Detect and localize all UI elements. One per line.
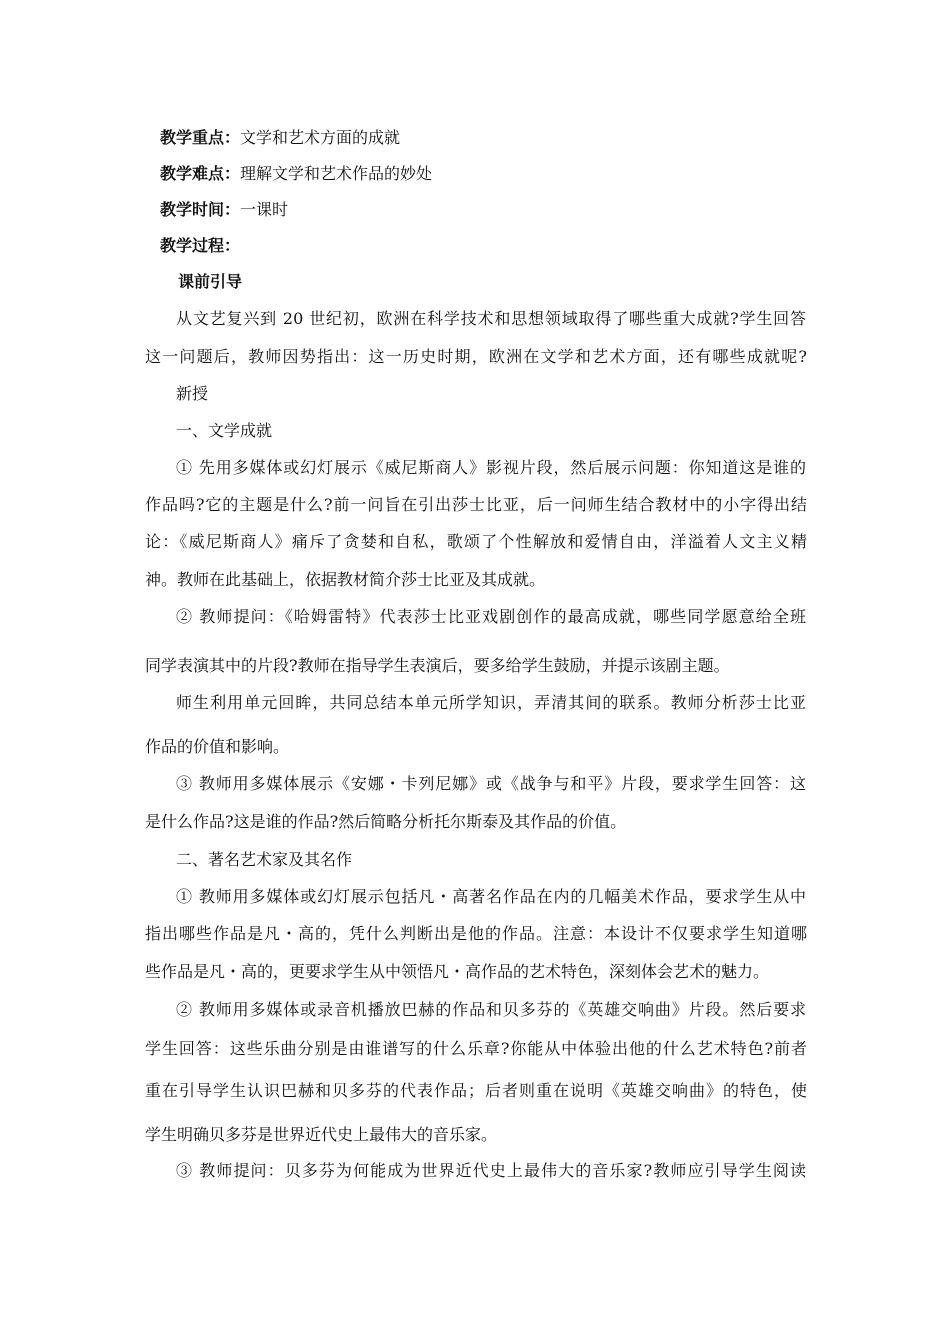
art-paragraph-line: ② 教师用多媒体或录音机播放巴赫的作品和贝多芬的《英雄交响曲》片段。然后要求 [176, 1000, 806, 1019]
literature-paragraph-line: 是什么作品?这是谁的作品?然后简略分析托尔斯泰及其作品的价值。 [145, 812, 627, 831]
intro-paragraph-line: 这一问题后，教师因势指出：这一历史时期，欧洲在文学和艺术方面，还有哪些成就呢? [145, 347, 807, 366]
teaching-time-label: 教学时间： [160, 200, 241, 219]
literature-paragraph-line: 同学表演其中的片段?教师在指导学生表演后，要多给学生鼓励，并提示该剧主题。 [145, 656, 730, 675]
art-paragraph-line: ① 教师用多媒体或幻灯展示包括凡・高著名作品在内的几幅美术作品，要求学生从中 [176, 887, 806, 906]
teaching-process-line [160, 235, 240, 257]
literature-paragraph-line: 作品的价值和影响。 [145, 737, 290, 756]
literature-paragraph-line: 神。教师在此基础上，依据教材简介莎士比亚及其成就。 [145, 570, 546, 589]
teaching-time-line [160, 199, 288, 221]
teaching-time-value: 一课时 [240, 200, 289, 219]
teaching-process-label: 教学过程： [160, 236, 241, 255]
art-paragraph-line: 学生回答：这些乐曲分别是由谁谱写的什么乐章?你能从中体验出他的什么艺术特色?前者 [145, 1039, 807, 1058]
art-section-heading: 二、著名艺术家及其名作 [176, 850, 353, 869]
literature-paragraph-line: 师生利用单元回眸，共同总结本单元所学知识，弄清其间的联系。教师分析莎士比亚 [176, 693, 806, 712]
teaching-difficulty-line [160, 163, 432, 185]
art-paragraph-line: 学生明确贝多芬是世界近代史上最伟大的音乐家。 [145, 1125, 498, 1144]
new-lesson-heading: 新授 [176, 384, 209, 403]
literature-paragraph-line: ② 教师提问：《哈姆雷特》代表莎士比亚戏剧创作的最高成就，哪些同学愿意给全班 [176, 607, 806, 626]
art-paragraph-line: ③ 教师提问：贝多芬为何能成为世界近代史上最伟大的音乐家?教师应引导学生阅读 [176, 1161, 806, 1180]
literature-section-heading: 一、文学成就 [176, 421, 273, 440]
teaching-difficulty-value: 理解文学和艺术作品的妙处 [240, 164, 433, 183]
intro-paragraph-line: 从文艺复兴到 20 世纪初，欧洲在科学技术和思想领域取得了哪些重大成就?学生回答 [176, 309, 806, 328]
teaching-focus-value: 文学和艺术方面的成就 [240, 128, 401, 147]
teaching-focus-line [160, 127, 400, 149]
teaching-focus-label: 教学重点： [160, 128, 241, 147]
pre-class-heading: 课前引导 [178, 272, 243, 291]
literature-paragraph-line: ① 先用多媒体或幻灯展示《威尼斯商人》影视片段，然后展示问题：你知道这是谁的 [176, 458, 806, 477]
art-paragraph-line: 些作品是凡・高的，更要求学生从中领悟凡・高作品的艺术特色，深刻体会艺术的魅力。 [145, 962, 770, 981]
literature-paragraph-line: 作品吗?它的主题是什么?前一问旨在引出莎士比亚，后一问师生结合教材中的小字得出结 [145, 495, 807, 514]
art-paragraph-line: 重在引导学生认识巴赫和贝多芬的代表作品；后者则重在说明《英雄交响曲》的特色，使 [145, 1081, 807, 1100]
art-paragraph-line: 指出哪些作品是凡・高的，凭什么判断出是他的作品。注意：本设计不仅要求学生知道哪 [145, 924, 807, 943]
teaching-difficulty-label: 教学难点： [160, 164, 241, 183]
literature-paragraph-line: ③ 教师用多媒体展示《安娜・卡列尼娜》或《战争与和平》片段，要求学生回答：这 [176, 774, 806, 793]
literature-paragraph-line: 论：《威尼斯商人》痛斥了贪婪和自私，歌颂了个性解放和爱情自由，洋溢着人文主义精 [145, 532, 807, 551]
